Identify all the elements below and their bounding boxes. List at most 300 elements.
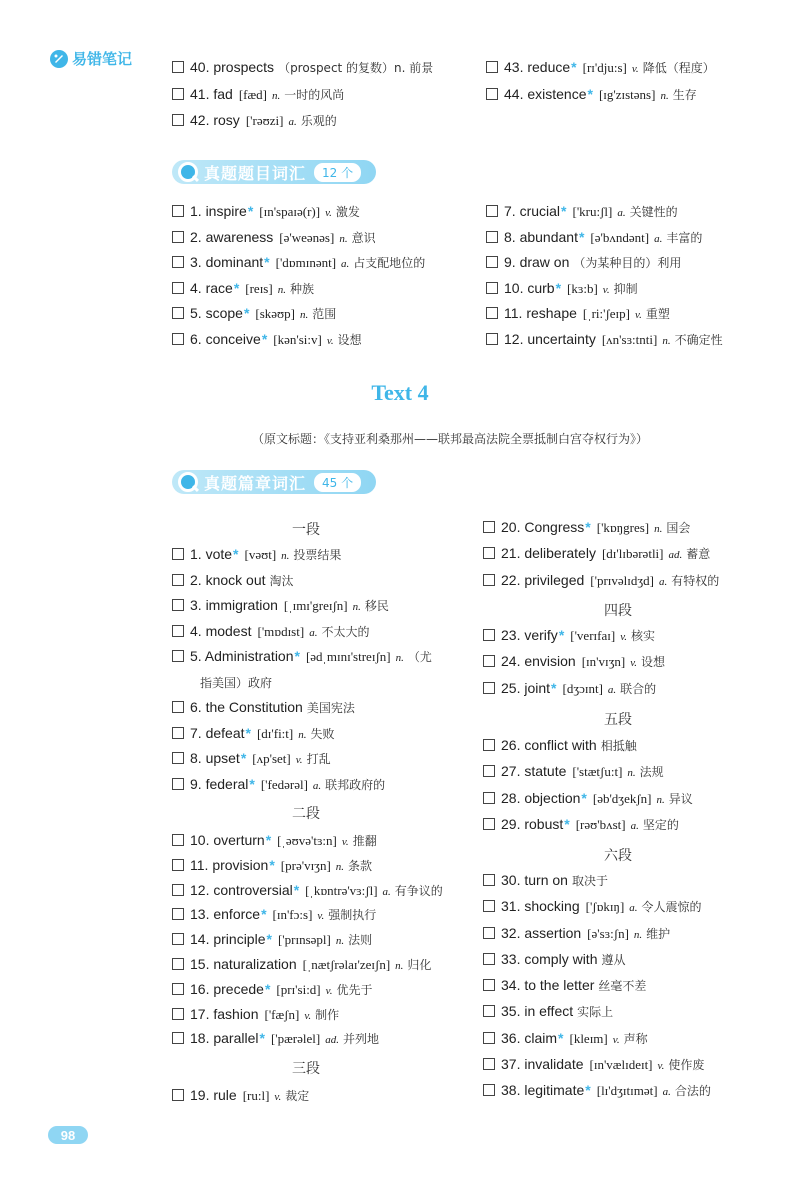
vocab-definition: 声称 [623, 1032, 648, 1046]
vocab-item [172, 905, 376, 925]
vocab-word: 4. race [190, 280, 233, 296]
vocab-checkbox[interactable] [486, 61, 498, 73]
vocab-word: 21. deliberately [501, 545, 596, 561]
vocab-part-of-speech: v. [630, 657, 638, 669]
paragraph-heading: 三段 [292, 1061, 320, 1077]
vocab-definition: 异议 [668, 792, 693, 806]
vocab-checkbox[interactable] [483, 1084, 495, 1096]
vocab-word: 11. reshape [504, 305, 577, 321]
vocab-phonetic: [əb'dʒekʃn] [592, 791, 652, 806]
vocab-word: 32. assertion [501, 925, 582, 941]
vocab-part-of-speech: n. [395, 960, 404, 972]
vocab-part-of-speech: n. [352, 601, 361, 613]
vocab-word: 14. principle [190, 931, 266, 947]
vocab-word: 28. objection [501, 790, 581, 806]
vocab-item [172, 698, 355, 717]
vocab-word: 20. Congress [501, 519, 585, 535]
vocab-part-of-speech: v. [602, 284, 610, 296]
vocab-definition: 丰富的 [666, 231, 703, 245]
vocab-word: 24. envision [501, 653, 576, 669]
vocab-definition: 联合的 [620, 682, 657, 696]
vocab-definition: 相抵触 [600, 739, 637, 753]
vocab-word: 36. claim [501, 1030, 558, 1046]
vocab-word: 19. rule [190, 1087, 237, 1103]
vocab-definition: 并列地 [342, 1032, 379, 1046]
vocab-word: 37. invalidate [501, 1056, 584, 1072]
vocab-word: 5. scope [190, 305, 243, 321]
vocab-checkbox[interactable] [172, 205, 184, 217]
vocab-phonetic: [skəʊp] [255, 306, 296, 321]
vocab-definition: （尤 [407, 650, 432, 664]
vocab-item [172, 330, 362, 350]
vocab-definition: 遵从 [601, 953, 626, 967]
star-icon: * [558, 1030, 564, 1046]
vocab-phonetic: [kɜ:b] [567, 281, 598, 296]
star-icon: * [259, 1030, 265, 1046]
star-icon: * [245, 725, 251, 741]
vocab-phonetic: [kən'si:v] [273, 332, 322, 347]
star-icon: * [585, 519, 591, 535]
vocab-item [483, 871, 608, 890]
star-icon: * [240, 750, 247, 766]
vocab-checkbox[interactable] [483, 792, 495, 804]
vocab-part-of-speech: a. [617, 207, 626, 219]
vocab-item [486, 85, 697, 105]
vocab-phonetic: ['fæʃn] [264, 1007, 300, 1022]
vocab-word: 1. inspire [190, 203, 247, 219]
vocab-part-of-speech: v. [341, 836, 349, 848]
vocab-checkbox[interactable] [483, 927, 495, 939]
vocab-definition: 抑制 [613, 282, 638, 296]
vocab-checkbox[interactable] [172, 859, 184, 871]
vocab-phonetic: [ə'weənəs] [279, 230, 335, 245]
vocab-checkbox[interactable] [483, 1032, 495, 1044]
vocab-item [486, 330, 723, 350]
vocab-item [172, 1005, 339, 1025]
vocab-phonetic: [ru:l] [242, 1088, 270, 1103]
vocab-definition: 维护 [646, 927, 671, 941]
vocab-word: 4. modest [190, 623, 252, 639]
vocab-word: 41. fad [190, 86, 233, 102]
paragraph-heading: 四段 [604, 603, 632, 619]
vocab-part-of-speech: v. [325, 985, 333, 997]
brand-logo-icon [50, 50, 68, 68]
vocab-phonetic: ['stætʃu:t] [572, 764, 623, 779]
vocab-word: 13. enforce [190, 906, 261, 922]
vocab-item [172, 304, 336, 324]
vocab-word: 5. Administration [190, 648, 294, 664]
vocab-phonetic: ['mɒdɪst] [257, 624, 305, 639]
vocab-checkbox[interactable] [486, 205, 498, 217]
vocab-phonetic: [ʌp'set] [252, 751, 291, 766]
vocab-item [172, 85, 344, 105]
vocab-word: 10. curb [504, 280, 555, 296]
vocab-definition: 法则 [348, 933, 373, 947]
vocab-definition: 法规 [639, 765, 664, 779]
brand-logo-text: 易错笔记 [72, 50, 133, 68]
section-count-badge: 45 个 [314, 473, 361, 492]
vocab-checkbox[interactable] [483, 953, 495, 965]
vocab-definition: 坚定的 [642, 818, 679, 832]
vocab-checkbox[interactable] [486, 231, 498, 243]
vocab-part-of-speech: a. [629, 902, 638, 914]
vocab-item [172, 571, 294, 590]
vocab-word: 29. robust [501, 816, 564, 832]
vocab-part-of-speech: a. [309, 627, 318, 639]
vocab-checkbox[interactable] [483, 521, 495, 533]
vocab-part-of-speech: v. [304, 1010, 312, 1022]
vocab-phonetic: [ɪn'fɔ:s] [272, 907, 313, 922]
vocab-checkbox[interactable] [172, 1008, 184, 1020]
vocab-definition: 设想 [337, 333, 362, 347]
star-icon: * [581, 790, 587, 806]
vocab-definition: 占支配地位的 [353, 256, 426, 270]
vocab-part-of-speech: n. [654, 523, 663, 535]
vocab-word: 9. draw on [504, 254, 570, 270]
vocab-definition: 投票结果 [293, 548, 342, 562]
vocab-phonetic: [vəʊt] [244, 547, 277, 562]
vocab-checkbox[interactable] [483, 547, 495, 559]
vocab-word: 44. existence [504, 86, 587, 102]
vocab-definition: 制作 [315, 1008, 340, 1022]
vocab-word: 22. privileged [501, 572, 585, 588]
vocab-part-of-speech: v. [295, 754, 303, 766]
vocab-part-of-speech: n. [281, 550, 290, 562]
vocab-definition: 乐观的 [300, 114, 337, 128]
vocab-word: 2. knock out [190, 572, 266, 588]
vocab-checkbox[interactable] [172, 958, 184, 970]
vocab-word: 30. turn on [501, 872, 568, 888]
magnifier-icon [178, 472, 198, 492]
vocab-word: 9. federal [190, 776, 249, 792]
paragraph-heading: 五段 [604, 712, 632, 728]
vocab-item [172, 749, 331, 769]
vocab-part-of-speech: v. [274, 1091, 282, 1103]
vocab-word: 27. statute [501, 763, 567, 779]
vocab-part-of-speech: v. [631, 63, 639, 75]
vocab-word: 12. controversial [190, 882, 293, 898]
vocab-definition-continuation: 指美国）政府 [200, 676, 273, 690]
star-icon: * [261, 906, 267, 922]
vocab-checkbox[interactable] [172, 983, 184, 995]
vocab-word: 31. shocking [501, 898, 580, 914]
text-title: Text 4 [371, 380, 429, 405]
vocab-item [172, 1029, 379, 1049]
vocab-definition: 激发 [335, 205, 360, 219]
vocab-item [483, 815, 679, 835]
vocab-checkbox[interactable] [172, 908, 184, 920]
vocab-item [172, 279, 314, 299]
vocab-phonetic: [prə'vɪʒn] [280, 858, 331, 873]
vocab-definition: 有特权的 [671, 574, 720, 588]
vocab-phonetic: [ədˌmɪnɪ'streɪʃn] [305, 649, 391, 664]
star-icon: * [243, 305, 250, 321]
vocab-definition: 生存 [672, 88, 697, 102]
vocab-checkbox[interactable] [483, 655, 495, 667]
vocab-part-of-speech: a. [662, 1086, 671, 1098]
section-count-badge: 12 个 [314, 163, 361, 182]
vocab-checkbox[interactable] [172, 282, 184, 294]
vocab-phonetic: [ˌkɒntrə'vɜ:ʃl] [305, 883, 378, 898]
vocab-part-of-speech: n. [395, 652, 404, 664]
vocab-item [172, 253, 425, 273]
star-icon: * [571, 59, 577, 75]
vocab-word: 18. parallel [190, 1030, 259, 1046]
vocab-checkbox[interactable] [172, 884, 184, 896]
vocab-phonetic: [dɪ'lɪbərətli] [601, 546, 664, 561]
vocab-definition: 关键性的 [629, 205, 678, 219]
vocab-word: 15. naturalization [190, 956, 297, 972]
vocab-phonetic: [ɪn'vɪʒn] [581, 654, 626, 669]
vocab-word: 2. awareness [190, 229, 274, 245]
vocab-item [486, 58, 715, 78]
vocab-item [172, 228, 376, 248]
vocab-phonetic: [ə'bʌndənt] [590, 230, 650, 245]
vocab-checkbox[interactable] [172, 834, 184, 846]
vocab-definition: 有争议的 [394, 884, 443, 898]
vocab-definition: 意识 [351, 231, 376, 245]
vocab-phonetic: ['prɪnsəpl] [277, 932, 331, 947]
vocab-checkbox[interactable] [172, 1089, 184, 1101]
vocab-definition: 归化 [407, 958, 432, 972]
vocab-item [172, 647, 432, 667]
vocab-part-of-speech: v. [657, 1060, 665, 1072]
vocab-checkbox[interactable] [172, 625, 184, 637]
vocab-checkbox[interactable] [172, 650, 184, 662]
vocab-item [483, 1002, 613, 1021]
vocab-part-of-speech: v. [317, 910, 325, 922]
star-icon: * [587, 86, 593, 102]
vocab-checkbox[interactable] [172, 256, 184, 268]
vocab-item [483, 626, 655, 646]
vocab-word: 25. joint [501, 680, 551, 696]
star-icon: * [578, 229, 585, 245]
vocab-item [172, 58, 433, 77]
section-title: 真题题目词汇 [204, 163, 307, 183]
vocab-item [172, 955, 431, 975]
vocab-definition: 国会 [666, 521, 691, 535]
vocab-phonetic: [prɪ'si:d] [276, 982, 321, 997]
vocab-item [172, 980, 372, 1000]
vocab-item [172, 724, 335, 744]
vocab-word: 16. precede [190, 981, 264, 997]
vocab-phonetic: ['ʃɒkɪŋ] [585, 899, 625, 914]
vocab-phonetic: ['pærəlel] [270, 1031, 321, 1046]
vocab-phonetic: ['prɪvəlɪdʒd] [590, 573, 654, 588]
vocab-word: 34. to the letter [501, 977, 595, 993]
vocab-phonetic: [ɪn'spaɪə(r)] [259, 204, 321, 219]
vocab-definition: 核实 [631, 629, 656, 643]
star-icon: * [247, 203, 254, 219]
vocab-checkbox[interactable] [483, 900, 495, 912]
vocab-item [483, 897, 702, 917]
star-icon: * [261, 331, 268, 347]
vocab-checkbox[interactable] [172, 61, 184, 73]
star-icon: * [265, 832, 272, 848]
vocab-phonetic: [fæd] [238, 87, 267, 102]
vocab-checkbox[interactable] [172, 333, 184, 345]
vocab-definition: 强制执行 [328, 908, 377, 922]
vocab-definition: 丝毫不差 [598, 979, 647, 993]
vocab-word: 38. legitimate [501, 1082, 585, 1098]
vocab-checkbox[interactable] [172, 574, 184, 586]
vocab-phonetic: [dɪ'fi:t] [256, 726, 294, 741]
vocab-checkbox[interactable] [483, 1005, 495, 1017]
star-icon: * [294, 648, 300, 664]
vocab-word: 43. reduce [504, 59, 571, 75]
vocab-checkbox[interactable] [486, 256, 498, 268]
vocab-checkbox[interactable] [483, 629, 495, 641]
vocab-definition: 取决于 [571, 874, 608, 888]
paragraph-heading: 一段 [292, 522, 320, 538]
vocab-part-of-speech: n. [300, 309, 309, 321]
vocab-definition: 美国宪法 [306, 701, 355, 715]
vocab-checkbox[interactable] [483, 818, 495, 830]
vocab-word: 23. verify [501, 627, 558, 643]
vocab-part-of-speech: n. [277, 284, 286, 296]
vocab-item [483, 762, 664, 782]
vocab-phonetic: [rəʊ'bʌst] [575, 817, 626, 832]
vocab-item [483, 679, 656, 699]
vocab-word: 42. rosy [190, 112, 240, 128]
star-icon: * [555, 280, 562, 296]
vocab-item [483, 652, 665, 672]
vocab-definition: 条款 [348, 859, 373, 873]
vocab-checkbox[interactable] [483, 682, 495, 694]
vocab-word: 33. comply with [501, 951, 598, 967]
vocab-checkbox[interactable] [483, 1058, 495, 1070]
section-title: 真题篇章词汇 [204, 473, 307, 493]
vocab-word: 35. in effect [501, 1003, 574, 1019]
vocab-checkbox[interactable] [486, 282, 498, 294]
vocab-part-of-speech: ad. [668, 549, 683, 561]
star-icon: * [551, 680, 557, 696]
star-icon: * [249, 776, 255, 792]
vocab-part-of-speech: n. [662, 335, 671, 347]
vocab-definition: 蓄意 [686, 547, 711, 561]
vocab-checkbox[interactable] [486, 88, 498, 100]
vocab-item [172, 202, 360, 222]
vocab-checkbox[interactable] [172, 933, 184, 945]
vocab-checkbox[interactable] [172, 548, 184, 560]
paragraph-heading: 二段 [292, 806, 320, 822]
vocab-checkbox[interactable] [483, 574, 495, 586]
vocab-part-of-speech: n. [633, 929, 643, 941]
vocab-item [483, 1081, 711, 1101]
magnifier-icon [178, 162, 198, 182]
vocab-phonetic: [kleɪm] [569, 1031, 608, 1046]
vocab-definition: 联邦政府的 [325, 778, 386, 792]
vocab-checkbox[interactable] [486, 333, 498, 345]
vocab-phonetic: ['rəʊzi] [245, 113, 284, 128]
vocab-phonetic: [ˌɪmɪ'greɪʃn] [283, 598, 348, 613]
vocab-checkbox[interactable] [172, 114, 184, 126]
vocab-item [483, 789, 693, 809]
vocab-item [172, 1086, 309, 1106]
page-number: 98 [48, 1126, 88, 1144]
vocab-part-of-speech: a. [654, 233, 663, 245]
vocab-word: 1. vote [190, 546, 233, 562]
vocab-definition: 一时的风尚 [284, 88, 345, 102]
star-icon: * [264, 254, 270, 270]
vocab-checkbox[interactable] [172, 599, 184, 611]
vocab-part-of-speech: n. [335, 935, 345, 947]
star-icon: * [293, 882, 300, 898]
vocab-part-of-speech: v. [326, 335, 334, 347]
vocab-item [172, 596, 389, 616]
vocab-item [172, 545, 341, 565]
vocab-checkbox[interactable] [172, 701, 184, 713]
vocab-checkbox[interactable] [483, 874, 495, 886]
vocab-phonetic: [ˌəʊvə'tɜ:n] [277, 833, 337, 848]
vocab-checkbox[interactable] [172, 778, 184, 790]
vocab-item [483, 976, 646, 995]
vocab-phonetic: [reɪs] [245, 281, 273, 296]
vocab-part-of-speech: n. [298, 729, 307, 741]
vocab-word: 8. abundant [504, 229, 578, 245]
vocab-definition: 种族 [289, 282, 314, 296]
vocab-checkbox[interactable] [483, 739, 495, 751]
vocab-checkbox[interactable] [486, 307, 498, 319]
vocab-word: 17. fashion [190, 1006, 259, 1022]
vocab-word: 7. defeat [190, 725, 245, 741]
vocab-item [172, 856, 372, 876]
article-subtitle: （原文标题：《支持亚利桑那州——联邦最高法院全票抵制白宫夺权行为》） [251, 432, 648, 446]
star-icon: * [266, 931, 272, 947]
vocab-part-of-speech: v. [635, 309, 642, 321]
vocab-item [486, 253, 681, 272]
vocab-part-of-speech: n. [335, 861, 345, 873]
vocab-checkbox[interactable] [172, 727, 184, 739]
vocab-part-of-speech: v. [620, 631, 628, 643]
vocab-checkbox[interactable] [172, 88, 184, 100]
vocab-definition: 范围 [312, 307, 337, 321]
vocab-phonetic: [ˌnætʃrəlaɪ'zeɪʃn] [302, 957, 391, 972]
vocab-part-of-speech: v. [612, 1034, 620, 1046]
vocab-item [483, 571, 719, 591]
vocab-definition: （prospect 的复数）n. 前景 [278, 61, 434, 75]
vocab-item [483, 518, 690, 538]
vocab-checkbox[interactable] [172, 231, 184, 243]
vocab-word: 40. prospects [190, 59, 275, 75]
vocab-word: 6. conceive [190, 331, 261, 347]
vocab-phonetic: ['kɒŋgres] [596, 520, 650, 535]
vocab-part-of-speech: a. [607, 684, 617, 696]
vocab-checkbox[interactable] [172, 1032, 184, 1044]
vocab-item [172, 622, 369, 642]
section-banner-passage-vocab [172, 470, 376, 494]
vocab-checkbox[interactable] [483, 979, 495, 991]
vocab-definition: 推翻 [352, 834, 377, 848]
vocab-phonetic: [ɪg'zɪstəns] [598, 87, 656, 102]
vocab-definition: （为某种目的）利用 [573, 256, 682, 270]
vocab-item [486, 228, 702, 248]
vocab-part-of-speech: n. [272, 90, 281, 102]
star-icon: * [233, 546, 239, 562]
vocab-word: 10. overturn [190, 832, 265, 848]
vocab-phonetic: [ˌri:'ʃeɪp] [582, 306, 630, 321]
vocab-part-of-speech: n. [339, 233, 348, 245]
vocab-word: 11. provision [190, 857, 269, 873]
vocab-checkbox[interactable] [172, 752, 184, 764]
star-icon: * [233, 280, 240, 296]
vocab-definition: 设想 [641, 655, 666, 669]
vocab-phonetic: [dʒɔɪnt] [562, 681, 603, 696]
section-banner-question-vocab [172, 160, 376, 184]
vocab-checkbox[interactable] [172, 307, 184, 319]
vocab-checkbox[interactable] [483, 765, 495, 777]
vocab-part-of-speech: n. [660, 90, 669, 102]
